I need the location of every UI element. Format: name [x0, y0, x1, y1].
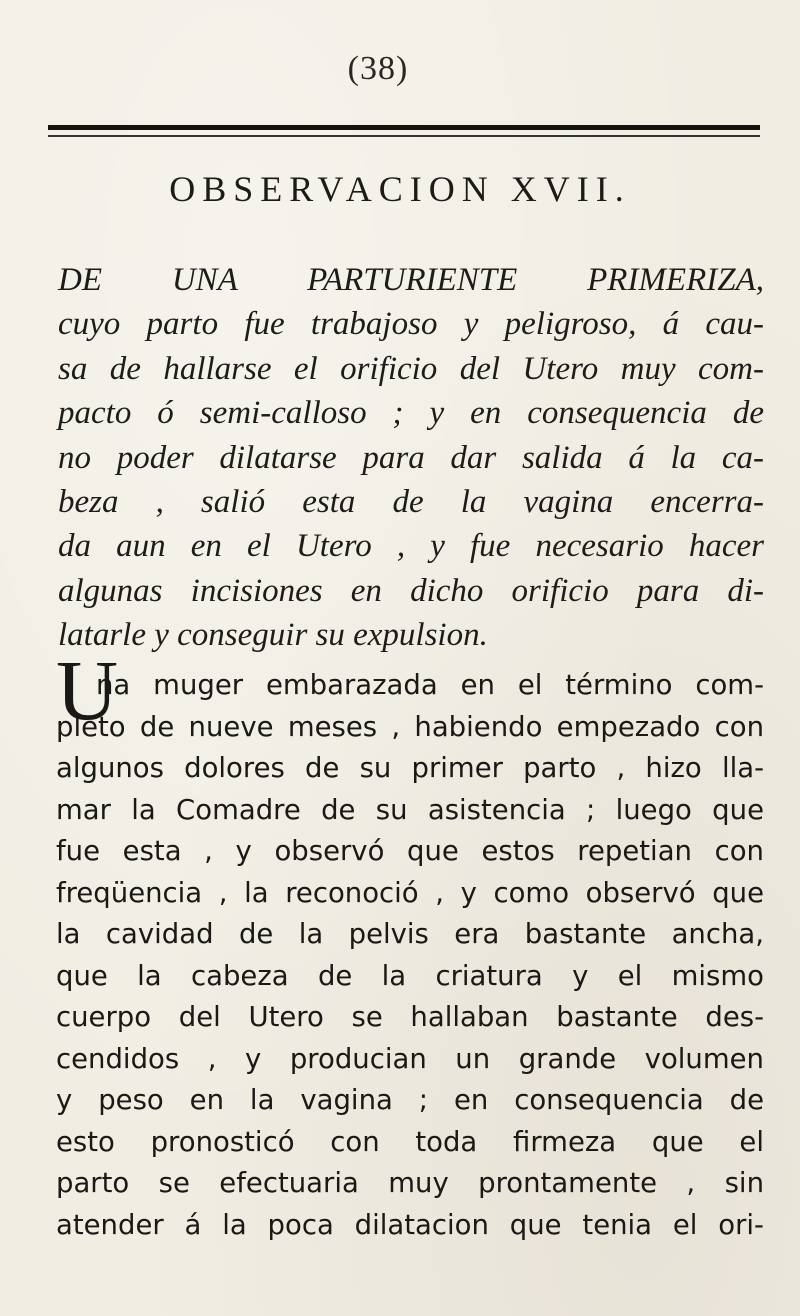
summary-line: pacto ó semi-calloso ; y en consequencia de	[58, 395, 764, 432]
summary-line: algunas incisiones en dicho orificio para di-	[58, 572, 764, 609]
body-line: mar la Comadre de su asistencia ; luego que	[56, 793, 764, 826]
body-line: la cavidad de la pelvis era bastante ancha,	[56, 918, 764, 950]
body-line: freqüencia , la reconoció , y como observó que	[56, 876, 764, 909]
body-line: algunos dolores de su primer parto , hizo lla-	[56, 752, 764, 784]
body-line: atender á la poca dilatacion que tenia el ori-	[56, 1208, 764, 1241]
summary-line: sa de hallarse el orificio del Utero muy com-	[58, 350, 764, 387]
header-rule-thick	[48, 125, 760, 130]
body-line: cendidos , y producian un grande volumen	[56, 1042, 764, 1075]
summary-line: beza , salió esta de la vagina encerra-	[58, 483, 764, 520]
body-line: parto se efectuaria muy prontamente , sin	[56, 1167, 764, 1199]
body-line: pleto de nueve meses , habiendo empezado con	[56, 710, 764, 743]
chapter-summary	[58, 258, 764, 658]
section-heading: OBSERVACION XVII.	[169, 169, 631, 209]
page-number: (38)	[347, 50, 409, 87]
summary-line: DE UNA PARTURIENTE PRIMERIZA,	[58, 262, 764, 298]
body-line: que la cabeza de la criatura y el mismo	[56, 959, 764, 992]
body-line: na muger embarazada en el término com-	[96, 669, 764, 701]
summary-line: cuyo parto fue trabajoso y peligroso, á cau-	[58, 306, 764, 343]
body-line: cuerpo del Utero se hallaban bastante des-	[56, 1001, 764, 1033]
drop-cap: U	[56, 642, 119, 738]
summary-line: da aun en el Utero , y fue necesario hacer	[58, 528, 764, 565]
body-line: esto pronosticó con toda firmeza que el	[56, 1125, 764, 1158]
summary-line: no poder dilatarse para dar salida á la ca-	[58, 439, 764, 476]
summary-line: latarle y conseguir su expulsion.	[58, 617, 488, 654]
header-rule-thin	[48, 135, 760, 137]
body-line: y peso en la vagina ; en consequencia de	[56, 1084, 764, 1116]
body-paragraph	[56, 665, 764, 1246]
body-line: fue esta , y observó que estos repetian con	[56, 835, 764, 867]
